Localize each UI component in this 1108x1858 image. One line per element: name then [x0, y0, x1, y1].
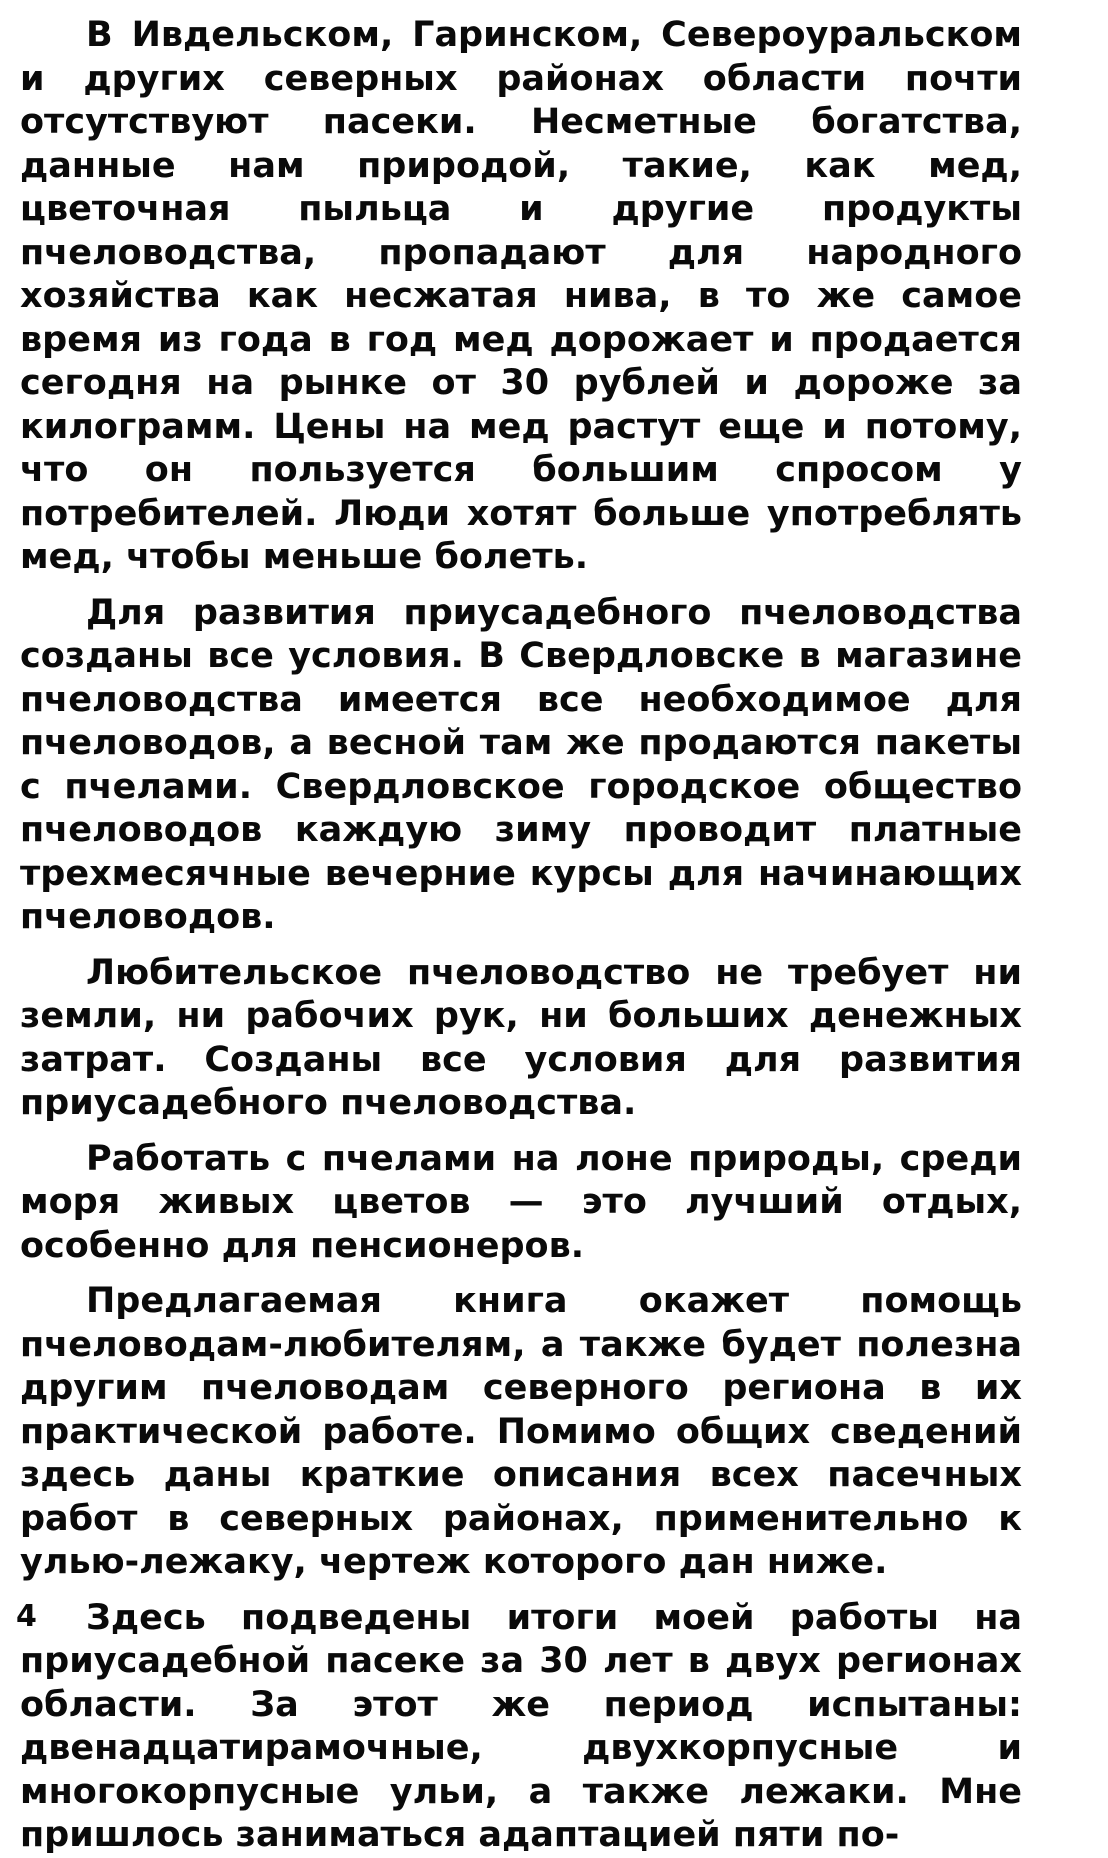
paragraph-1: В Ивдельском, Гаринском, Североуральском и других северных районах области почти отсутствуют пасеки. Несметные богатства, данные нам природой, такие, как мед, цветочная пыльца и другие продукты пчеловодства, пропадают для народного хозяйства как несжатая нива, в то же самое время из года в год мед дорожает и продается сегодня на рынке от 30 рублей и дороже за килограмм. Цены на мед растут еще и потому, что он пользуется большим спросом у потребителей. Люди хотят больше употреблять мед, чтобы меньше болеть.: [20, 15, 1022, 577]
paragraph-3: Любительское пчеловодство не требует ни земли, ни рабочих рук, ни больших денежных затрат. Созданы все условия для развития приусадебного пчеловодства.: [20, 952, 1022, 1123]
page-number: 4: [16, 1599, 37, 1634]
paragraph-2: Для развития приусадебного пчеловодства созданы все условия. В Свердловске в магазине пчеловодства имеется все необходимое для пчеловодов, а весной там же продаются пакеты с пчелами. Свердловское городское общество пчеловодов каждую зиму проводит платные трехмесячные вечерние курсы для начинающих пчеловодов.: [20, 592, 1022, 937]
body-text: [20, 14, 1022, 1858]
paragraph-5: Предлагаемая книга окажет помощь пчеловодам-любителям, а также будет полезна другим пчеловодам северного региона в их практической работе. Помимо общих сведений здесь даны краткие описания всех пасечных работ в северных районах, применительно к улью-лежаку, чертеж которого дан ниже.: [20, 1281, 1022, 1582]
paragraph-4: Работать с пчелами на лоне природы, среди моря живых цветов — это лучший отдых, особенно для пенсионеров.: [20, 1138, 1022, 1266]
paragraph-6: Здесь подведены итоги моей работы на приусадебной пасеке за 30 лет в двух регионах области. За этот же период испытаны: двенадцатирамочные, двухкорпусные и многокорпусные ульи, а также лежаки. Мне пришлось заниматься адаптацией пяти по-: [20, 1597, 1022, 1855]
